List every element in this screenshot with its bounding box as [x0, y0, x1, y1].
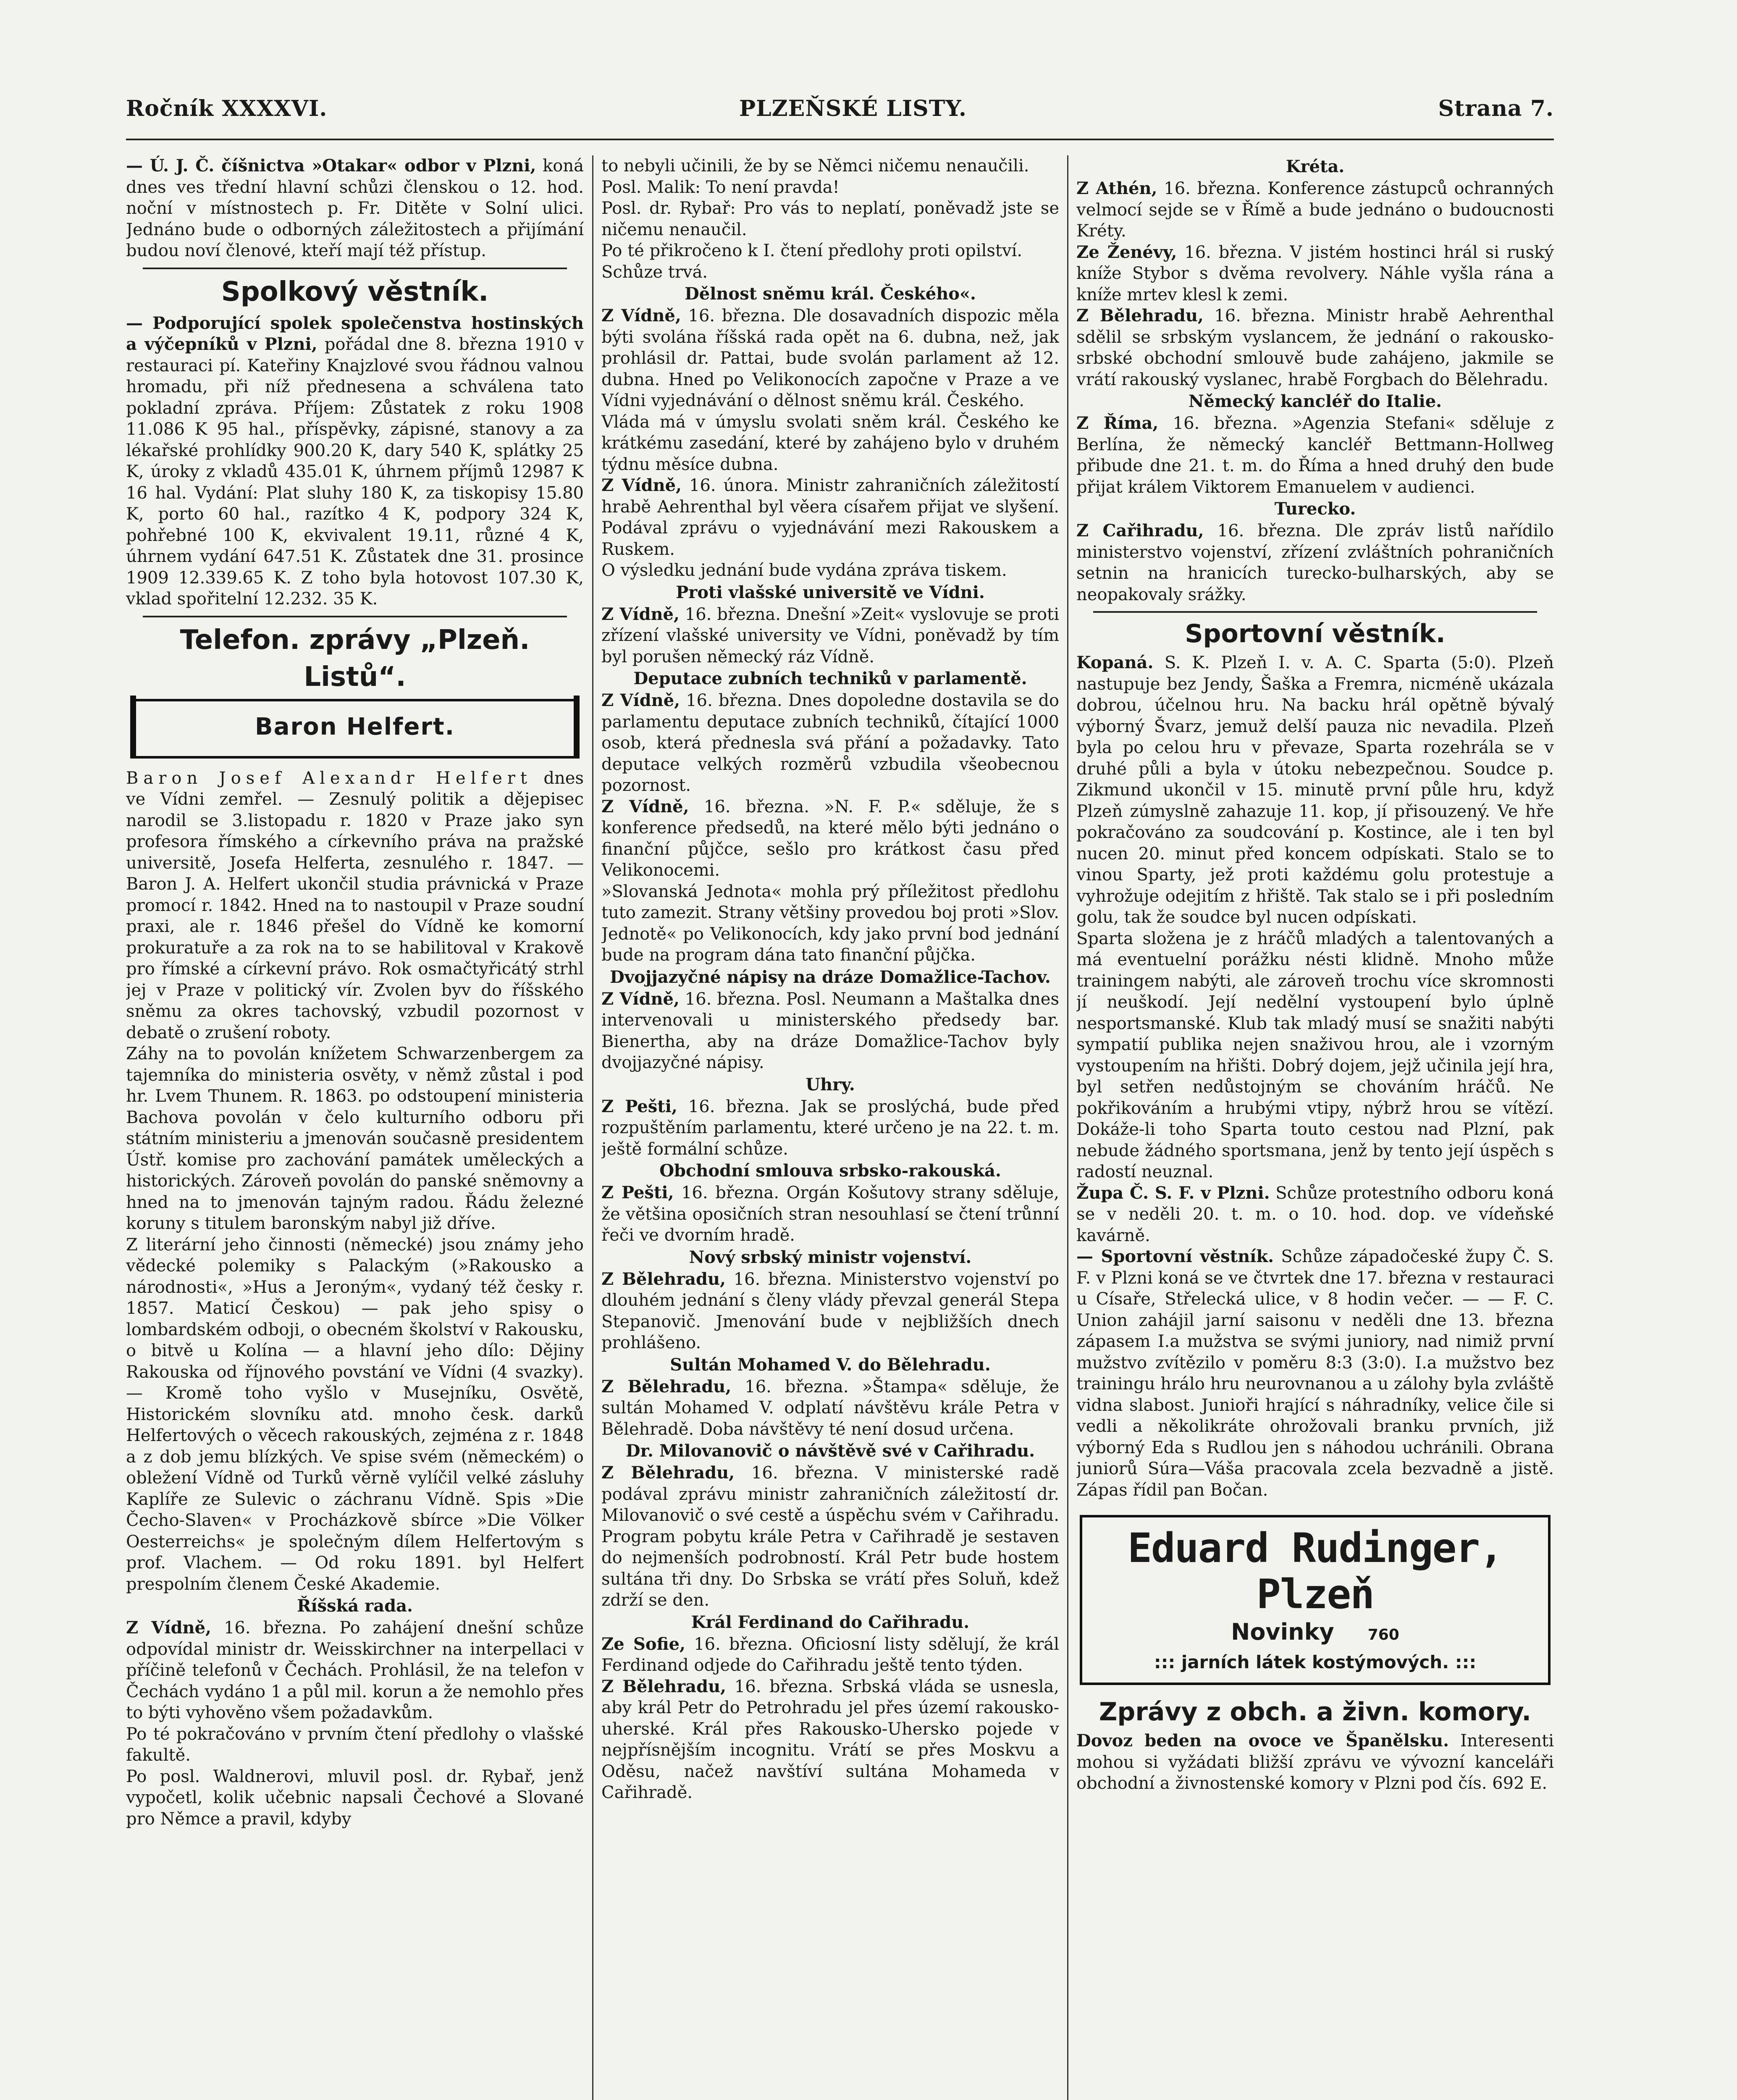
paragraph: Sparta složena je z hráčů mladých a talentovaných a má eventuelní porážku nésti klidně. Mnoho může trainingem nabýti, ale zároveň trochu více skromnosti jí neuškodí. Její nedělní vystoupení bylo úplně nesportsmanské. Klub tak mladý musí se snažiti nabýti sympatií publika nejen snaživou hrou, ale i vzorným vystoupením na hřišti. Dobrý dojem, jejž učinila její hra, byl setřen nedůstojným se chováním hráčů. Ne pokřikováním a hrubými vtipy, nýbrž hrou se vítězí. Dokáže-li toho Sparta touto cestou nad Plzní, pak nebude žádného sportsmana, jenž by tento její úspěch s radostí neuznal. — [1076, 929, 1554, 1181]
article-body: 16. března. V ministerské radě podával zprávu ministr zahraničních záležitostí dr. Milovanovič o své cestě a úspěchu svém v Cařihradu. Program pobytu krále Petra v Cařihradě je sestaven do nejmenších podrobností. Král Petr bude hostem sultána tři dny. Do Srbska se vrátí přes Soluň, kdež zdrží se den. — [601, 1463, 1059, 1610]
dateline: Dovoz beden na ovoce ve Španělsku. — [1076, 1731, 1449, 1751]
paragraph: Posl. dr. Rybař: Pro vás to neplatí, poněvadž jste se ničemu nenaučil. — [601, 199, 1059, 239]
news-item — [601, 1182, 1059, 1246]
dateline: Z Bělehradu, — [601, 1376, 732, 1396]
news-item — [601, 305, 1059, 412]
news-item — [601, 690, 1059, 796]
dateline: Ze Sofie, — [601, 1634, 686, 1654]
ad-title: Eduard Rudinger, Plzeň — [1128, 1525, 1503, 1618]
dateline: Z Vídně, — [126, 1618, 212, 1638]
headline-banner — [130, 699, 580, 759]
heading: Turecko. — [1274, 499, 1356, 519]
section-heading-zpravy: Zprávy z obch. a živn. komory. — [1099, 1697, 1532, 1727]
article-helfert-3: Z literární jeho činnosti (německé) jsou známy jeho vědecké polemiky s Palackým (»Rakousko a národnosti«, »Hus a Jeroným«, vydaný též česky r. 1857. Maticí Českou) — pak jeho spisy o lombardském odboji, o obecném školství v Rakousku, o bitvě u Kolína — a hlavní jeho dílo: Dějiny Rakouska od říjnového povstání ve Vídni (4 svazky). — Kromě toho vyšlo v Musejníku, Osvětě, Historickém slovníku atd. mnoho česk. darků Helfertových o věcech rakouských, zejména z r. 1848 a z dob jemu blízkých. Ve spise svém (německém) o obležení Vídně od Turků věrně vylíčil velké zásluhy Kaplíře ze Sulevic o záchranu Vídně. Spis »Die Čecho-Slaven« v Procházkově sbírce »Die Völker Oesterreichs« je společným dílem Helfertovým s prof. Vlachem. — Od roku 1891. byl Helfert prespolním členem České Akademie. — [126, 1235, 584, 1594]
article-lead: — Podporující spolek společenstva hostinských a výčepníků v Plzni, — [126, 313, 584, 354]
news-item — [1076, 1246, 1554, 1501]
article-otakar — [126, 155, 584, 262]
dateline: Z Říma, — [1076, 413, 1159, 433]
ad-subtitle — [1088, 1617, 1542, 1650]
news-item — [601, 1462, 1059, 1611]
volume-label: Ročník XXXXVI. — [126, 96, 328, 121]
dateline: Z Bělehradu, — [601, 1676, 727, 1696]
section-rule — [1093, 611, 1537, 613]
dateline: Z Vídně, — [601, 306, 681, 326]
dateline: Z Vídně, — [601, 690, 680, 710]
news-item — [1076, 652, 1554, 928]
article-helfert-2: Záhy na to povolán knížetem Schwarzenbergem za tajemníka do ministeria osvěty, v němž zůstal i pod hr. Lvem Thunem. R. 1863. po odstoupení ministeria Bachova povolán v čelo kulturního odboru při státním ministeriu a jmenován současně presidentem Ústř. komise pro zachování památek uměleckých a historických. Zároveň povolán do panské sněmovny a hned na to jmenován tajným radou. Řádu železné koruny s titulem baronským nabyl již dříve. — [126, 1044, 584, 1233]
news-item — [601, 989, 1059, 1074]
heading-risska-rada: Říšská rada. — [297, 1596, 413, 1616]
section-rule — [143, 268, 567, 269]
article-body: Schůze západočeské župy Č. S. F. v Plzni koná se ve čtvrtek dne 17. března v restauraci u Císaře, Střelecká ulice, v 8 hodin večer. — — F. C. Union zahájil jarní saisonu v neděli dne 13. března zápasem I.a mužstva se svými juniory, nad nimiž první mužstvo zvítězilo v poměru 8:3 (3:0). I.a mužstvo bez trainingu hrálo hru neurovnanou a u zálohy byla zvláště vidna slabost. Junioři hrající s náhradníky, velice čile si vedli a několikráte ohrožovali branku prvních, již výborný Eda s Rudlou jen s náhodou uchránili. Obrana juniorů Súra—Váša pracovala zcela bezvadně a jistě. Zápas řídil pan Bočan. — [1076, 1247, 1554, 1500]
news-item — [601, 1634, 1059, 1676]
heading: Uhry. — [806, 1074, 855, 1095]
heading: Sultán Mohamed V. do Bělehradu. — [670, 1354, 991, 1375]
article-helfert — [126, 768, 584, 1044]
dateline: Kopaná. — [1076, 653, 1154, 672]
paragraph: Posl. Malik: To není pravda! — [601, 177, 840, 197]
news-item — [1076, 520, 1554, 605]
article-body: 16. března. Dnešní »Zeit« vyslovuje se proti zřízení vlašské university ve Vídni, poněvadž by tím byl porušen německý ráz Vídně. — [601, 604, 1059, 667]
heading: Dvojjazyčné nápisy na dráze Domažlice-Tachov. — [610, 967, 1051, 987]
section-heading-sport: Sportovní věstník. — [1185, 619, 1446, 648]
article-body: 16. března. Oficiosní listy sdělují, že král Ferdinand odjede do Cařihradu ještě tento týden. — [601, 1634, 1059, 1675]
dateline: Z Cařihradu, — [1076, 521, 1204, 541]
paragraph: Po té přikročeno k I. čtení předlohy proti opilství. — [601, 241, 1023, 260]
ad-novinky: Novinky — [1231, 1619, 1334, 1645]
page-header — [126, 96, 1554, 134]
news-item — [601, 475, 1059, 560]
news-item — [1076, 242, 1554, 306]
dateline: Ze Ženévy, — [1076, 242, 1177, 262]
news-item — [601, 1269, 1059, 1354]
dateline: Z Vídně, — [601, 604, 680, 624]
news-item — [601, 1676, 1059, 1803]
banner-title: Baron Helfert. — [255, 713, 455, 740]
article-body: 16. března. Ministerstvo vojenství po dlouhém jednání s členy vlády převzal generál Stepa Stepanovič. Jmenování bude v nejbližších dnech prohlášeno. — [601, 1269, 1059, 1352]
header-rule — [126, 139, 1554, 140]
newspaper-title: PLZEŇSKÉ LISTY. — [739, 96, 967, 121]
dateline: Z Pešti, — [601, 1096, 677, 1116]
news-item — [1076, 1730, 1554, 1794]
article-body: Schůze protestního odboru koná se v neděli 20. t. m. o 10. hod. dop. ve vídeňské kavárně. — [1076, 1183, 1554, 1245]
article-body: 16. února. Ministr zahraničních záležitostí hrabě Aehrenthal byl věera císařem přijat ve slyšení. Podával zprávu o vyjednávání mezi Rakouskem a Ruskem. — [601, 476, 1059, 559]
heading: Deputace zubních techniků v parlamentě. — [633, 669, 1027, 688]
news-item — [1076, 305, 1554, 390]
dateline: Z Athén, — [1076, 178, 1157, 198]
news-item — [1076, 178, 1554, 242]
paragraph: to nebyli učinili, že by se Němci ničemu nenaučili. — [601, 156, 1029, 176]
dateline: Z Vídně, — [601, 989, 680, 1009]
article-body: 16. března. »Štampa« sděluje, že sultán Mohamed V. odplatí návštěvu krále Petra v Bělehradě. Doba návštěvy té není dosud určena. — [601, 1377, 1059, 1439]
heading: Dr. Milovanovič o návštěvě své v Cařihradu. — [625, 1441, 1035, 1461]
dateline: Z Bělehradu, — [601, 1463, 735, 1483]
section-heading-spolkovy: Spolkový věstník. — [221, 276, 489, 307]
column-2 — [601, 155, 1059, 2100]
article-body: 16. března. Dle dosavadních dispozic měla býti svolána říšská rada opět na 6. dubna, než, jak prohlásil dr. Pattai, bude svolán parlament až 12. dubna. Hned po Velikonocích započne v Praze a ve Vídni vyjednávání o dělnost sněmu král. Českého. — [601, 306, 1059, 410]
news-item — [1076, 413, 1554, 498]
heading: Král Ferdinand do Cařihradu. — [691, 1612, 970, 1632]
paragraph: Vláda má v úmyslu svolati sněm král. Českého ke krátkému zasedání, které by zahájeno bylo v druhém týdnu měsíce dubna. — [601, 412, 1059, 474]
news-item — [601, 796, 1059, 881]
person-name: Baron Josef Alexandr Helfert — [126, 768, 532, 788]
news-item — [601, 1096, 1059, 1160]
article-body: 16. března. Dnes dopoledne dostavila se do parlamentu deputace zubních techniků, čítající 1000 osob, která přednesla svá přání a požadavky. Tato deputace velkých rozměrů vzbudila všeobecnou pozornost. — [601, 691, 1059, 795]
article-body: 16. března. Orgán Košutovy strany sděluje, že většina oposičních stran nesouhlasí se čtení trůnní řeči ve dvorním hradě. — [601, 1183, 1059, 1245]
dateline: Župa Č. S. F. v Plzni. — [1076, 1183, 1270, 1203]
heading: Proti vlašské universitě ve Vídni. — [676, 582, 985, 602]
paragraph: Schůze trvá. — [601, 262, 708, 282]
heading: Nový srbský ministr vojenství. — [689, 1247, 972, 1267]
section-rule — [143, 616, 567, 617]
article-body: 16. března. Dle zpráv listů nařídilo ministerstvo vojenství, zřízení zvláštních pohraničních setnin na hranicích turecko-bulharských, aby se neopakovaly srážky. — [1076, 521, 1554, 604]
paragraph: »Slovanská Jednota« mohla prý příležitost předlohu tuto zamezit. Strany většiny provedou boj proti »Slov. Jednotě« po Velikonocích, kdy jako první bod jednání bude na program dána tato finanční půjčka. — [601, 882, 1059, 965]
article-body: 16. března. Posl. Neumann a Maštalka dnes intervenovali u ministerského předsedy bar. Bienertha, aby na dráze Domažlice-Tachov byly dvojjazyčné nápisy. — [601, 989, 1059, 1072]
dateline: Z Vídně, — [601, 796, 689, 816]
article-rybar: Po posl. Waldnerovi, mluvil posl. dr. Rybař, jenž vypočetl, kolik učebnic napsali Čechové a Slované pro Němce a pravil, kdyby — [126, 1767, 584, 1829]
section-heading-telefon: Telefon. zprávy „Plzeň. Listů“. — [180, 624, 530, 693]
article-body: 16. března. Po zahájení dnešní schůze odpovídal ministr dr. Weisskirchner na interpellaci v příčině telefonů v Čechách. Prohlásil, že na telefon v Čechách vydáno 1 a půl mil. korun a že nemohlo přes to býti vyhověno všem požadavkům. — [126, 1618, 584, 1722]
dateline: Z Vídně, — [601, 475, 682, 495]
article-body: 16. března. Konference zástupců ochranných velmocí sejde se v Římě a bude jednáno o budoucnosti Kréty. — [1076, 179, 1554, 241]
article-body: S. K. Plzeň I. v. A. C. Sparta (5:0). Plzeň nastupuje bez Jendy, Šaška a Fremra, nicméně ukázala dobrou, účelnou hru. Na backu hrál opětně bývalý výborný Švarz, jemuž delší pauza nic nevadila. Plzeň byla po celou hru v převaze, Sparta rozehrála se v druhé půli a byla v útoku nebezpečnou. Soudce p. Zikmund ukončil v 15. minutě první půle hru, když Plzeň zúmyslně zahazuje 11. kop, jí přisouzený. Ve hře pokračováno za soudcování p. Kostince, ale i ten byl nucen 20. minut před koncem odpískati. Stalo se to vinou Sparty, jež proti každému golu protestuje a vyhrožuje odejitím z hřiště. Tak stalo se i při posledním golu, tak že soudce byl nucen odpískati. — [1076, 653, 1554, 927]
dateline: Z Pešti, — [601, 1183, 674, 1202]
heading: Německý kancléř do Italie. — [1188, 391, 1442, 411]
dateline: Z Bělehradu, — [601, 1269, 726, 1289]
column-divider — [1067, 155, 1068, 2100]
ad-number: 760 — [1367, 1626, 1399, 1643]
dateline: — Sportovní věstník. — [1076, 1247, 1274, 1266]
advertisement-rudinger — [1080, 1515, 1551, 1685]
ad-line: ::: jarních látek kostýmových. ::: — [1154, 1652, 1477, 1672]
article-body: 16. března. Ministr hrabě Aehrenthal sdělil se srbským vyslancem, že jednání o rakousko-srbské obchodní smlouvě bude zahájeno, jakmile se vrátí rakouský vyslanec, hrabě Forgbach do Bělehradu. — [1076, 306, 1554, 389]
paragraph: O výsledku jednání bude vydána zpráva tiskem. — [601, 561, 1007, 580]
article-fakulta: Po té pokračováno v prvním čtení předlohy o vlašské fakultě. — [126, 1724, 584, 1765]
article-podporujici-spolek — [126, 313, 584, 610]
article-body: Interesenti mohou si vyžádati bližší zprávu ve vývozní kanceláři obchodní a živnostenské komory v Plzni pod čís. 692 E. — [1076, 1731, 1554, 1793]
article-body: pořádal dne 8. března 1910 v restauraci pí. Kateřiny Knajzlové svou řádnou valnou hromadu, při níž přednesena a schválena tato pokladní zpráva. Příjem: Zůstatek z roku 1908 11.086 K 95 hal., příspěvky, zápisné, stanovy a za lékařské prohlídky 900.20 K, dary 540 K, splátky 25 K, úroky z vkladů 435.01 K, úhrnem příjmů 12987 K 16 hal. Vydání: Plat sluhy 180 K, za tiskopisy 15.80 K, porto 60 hal., razítko 4 K, podpory 324 K, pohřebné 100 K, ekvivalent 19.11, různé 4 K, úhrnem vydání 647.51 K. Zůstatek dne 31. prosince 1909 12.339.65 K. Z toho byla hotovost 107.30 K, vklad spořitelní 12.232. 35 K. — [126, 335, 584, 609]
heading: Obchodní smlouva srbsko-rakouská. — [659, 1161, 1001, 1181]
column-divider — [592, 155, 593, 2100]
news-item — [601, 604, 1059, 668]
heading: Dělnost sněmu král. Českého«. — [685, 284, 976, 304]
news-item — [1076, 1183, 1554, 1247]
heading: Kréta. — [1286, 157, 1345, 176]
column-1 — [126, 155, 584, 2100]
column-3 — [1076, 155, 1554, 2100]
article-risska-rada — [126, 1617, 584, 1724]
page-number: Strana 7. — [1438, 96, 1554, 121]
article-body: 16. března. »Agenzia Stefani« sděluje z Berlína, že německý kancléř Bettmann-Hollweg přibude dne 21. t. m. do Říma a hned druhý den bude přijat králem Viktorem Emanuelem v audienci. — [1076, 414, 1554, 497]
article-body: 16. března. Jak se proslýchá, bude před rozpuštěním parlamentu, které určeno je na 22. t. m. ještě formální schůze. — [601, 1097, 1059, 1159]
article-lead: — Ú. J. Č. číšnictva »Otakar« odbor v Plzni, — [126, 156, 536, 176]
article-body: dnes ve Vídni zemřel. — Zesnulý politik a dějepisec narodil se 3.listopadu r. 1820 v Praze jako syn profesora římského a církevního práva na pražské universitě, Josefa Helferta, zesnulého r. 1847. — Baron J. A. Helfert ukončil studia právnická v Praze promocí r. 1842. Hned na to nastoupil v Praze soudní praxi, ale r. 1846 přešel do Vídně ke komorní prokuratuře a za rok na to se habilitoval v Krakově pro římské a církevní právo. Rok osmačtyřicátý strhl jej v Praze v politický vír. Zvolen byv do říšského sněmu za okres tachovský, vzbudil pozornost v debatě o zrušení roboty. — [126, 768, 584, 1042]
article-body: 16. března. Srbská vláda se usnesla, aby král Petr do Petrohradu jel přes území rakousko-uherské. Král přes Rakousko-Uhersko pojede v nejpřísnějším incognitu. Vrátí se přes Moskvu a Oděsu, načež navštíví sultána Mohameda v Cařihradě. — [601, 1677, 1059, 1802]
dateline: Z Bělehradu, — [1076, 306, 1204, 326]
article-body: koná dnes ves třední hlavní schůzi členskou o 12. hod. noční v místnostech p. Fr. Ditěte v Solní ulici. Jednáno bude o odborných záležitostech a přijímání budou noví členové, kteří mají též přístup. — [126, 156, 584, 260]
news-item — [601, 1376, 1059, 1440]
article-body: 16. března. »N. F. P.« sděluje, že s konference předsedů, na které mělo býti jednáno o finanční půjčce, sešlo pro krátkost času před Velikonocemi. — [601, 797, 1059, 880]
article-body: 16. března. V jistém hostinci hrál si ruský kníže Stybor s dvěma revolvery. Náhle vyšla rána a kníže mrtev klesl k zemi. — [1076, 242, 1554, 304]
